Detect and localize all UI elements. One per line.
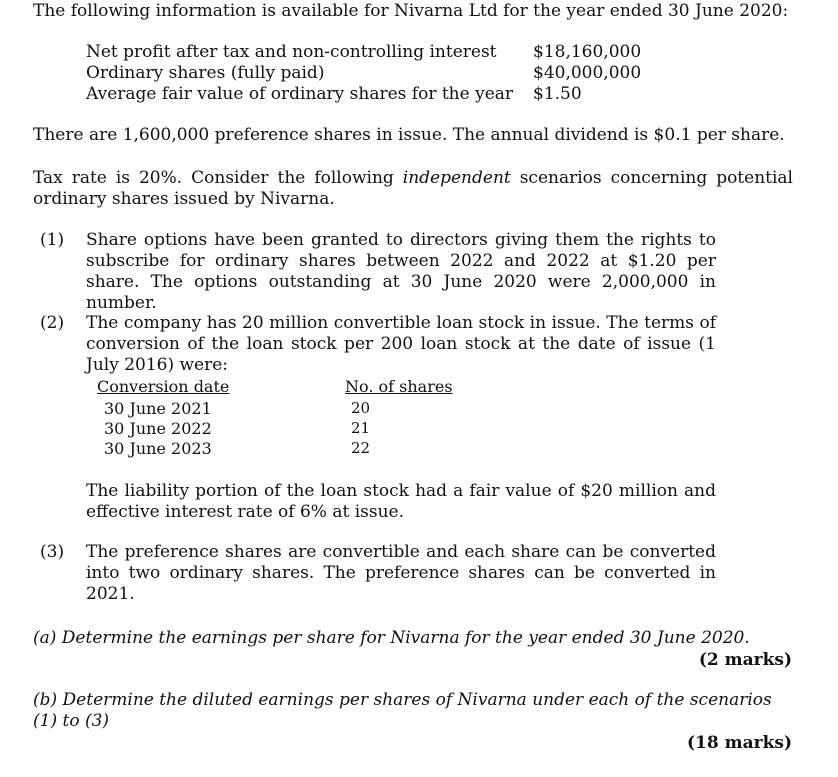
financial-value: $40,000,000 [533,63,642,83]
intro-text: The following information is available for Nivarna Ltd for the year ended 30 June 2020: [33,1,789,21]
liability-note: The liability portion of the loan stock had a fair value of $20 million and effective interest rate of 6% at issue. [86,481,716,522]
shares-count-cell: 21 [351,419,371,437]
scenario-number: (3) [40,542,65,562]
shares-count-cell: 20 [351,399,371,417]
financial-row [86,84,666,105]
scenario-number: (2) [40,313,65,333]
financial-row [86,42,666,63]
financial-label: Net profit after tax and non-controlling interest [86,42,497,62]
question-text: (b) Determine the diluted earnings per shares of Nivarna under each of the scenarios (1) to (3) [33,690,772,731]
scenario-number: (1) [40,230,65,250]
scenario-text: Share options have been granted to directors giving them the rights to subscribe for ordinary shares between 2022 and 2022 at $1.20 per share. The options outstanding at 30 June 2020 were 2,000,000 in number. [86,230,716,313]
tax-note-after: scenarios concerning potential ordinary shares issued by Nivarna. [33,168,793,209]
conversion-date-header: Conversion date [97,377,230,396]
scenario-text: The company has 20 million convertible loan stock in issue. The terms of conversion of the loan stock per 200 loan stock at the date of issue (1 July 2016) were: [86,313,716,375]
scenario-text: The preference shares are convertible and each share can be converted into two ordinary shares. The preference shares can be converted in 2021. [86,542,716,604]
tax-note-before: Tax rate is 20%. Consider the following [33,168,403,188]
financial-label: Average fair value of ordinary shares for the year [86,84,514,104]
financial-row [86,63,666,84]
preference-note: There are 1,600,000 preference shares in issue. The annual dividend is $0.1 per share. [33,125,785,145]
tax-note-emphasis: independent [402,168,511,188]
financial-value: $1.50 [533,84,582,104]
conversion-date-cell: 30 June 2023 [104,439,212,458]
shares-count-cell: 22 [351,439,371,457]
marks-label: (18 marks) [687,733,792,753]
conversion-date-cell: 30 June 2022 [104,419,212,438]
shares-count-header: No. of shares [345,377,453,396]
financial-label: Ordinary shares (fully paid) [86,63,325,83]
conversion-date-cell: 30 June 2021 [104,399,212,418]
tax-note [33,168,793,210]
financial-value: $18,160,000 [533,42,642,62]
question-text: (a) Determine the earnings per share for Nivarna for the year ended 30 June 2020. [33,628,750,648]
marks-label: (2 marks) [698,650,792,670]
